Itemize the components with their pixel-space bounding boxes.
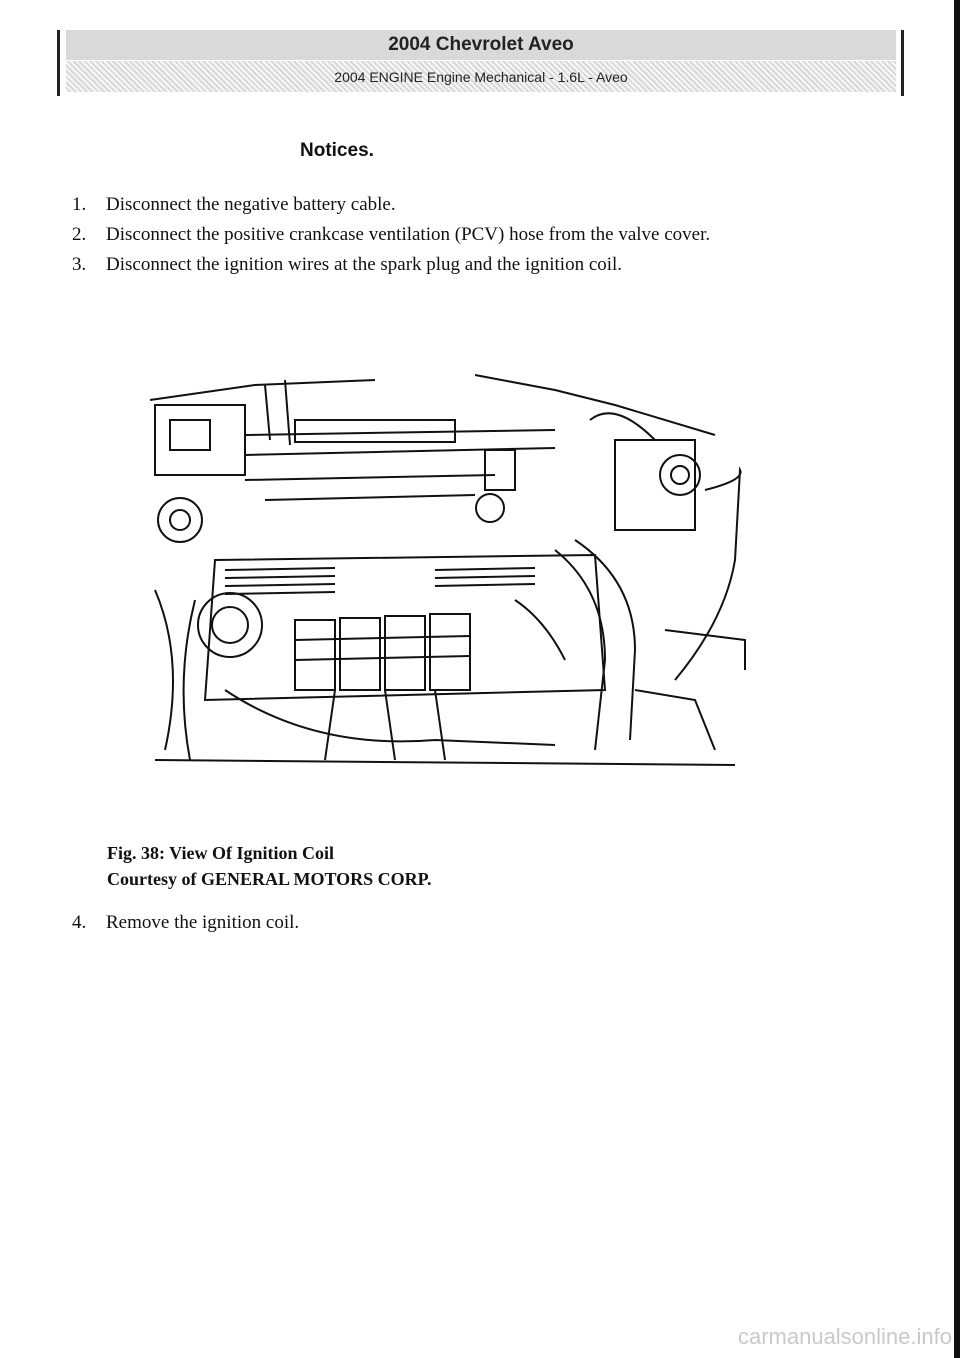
step-text: Remove the ignition coil. — [106, 912, 300, 933]
header-frame-right — [901, 30, 904, 96]
step-text: Disconnect the negative battery cable. — [106, 194, 396, 215]
header-subtitle: 2004 ENGINE Engine Mechanical - 1.6L - Aveo — [66, 61, 896, 92]
step-item — [72, 220, 872, 250]
page-header — [66, 30, 896, 92]
watermark: carmanualsonline.info — [737, 1324, 952, 1349]
step-item — [72, 190, 872, 220]
step-text: Disconnect the positive crankcase ventilation (PCV) hose from the valve cover. — [106, 224, 711, 245]
step-text: Disconnect the ignition wires at the spark plug and the ignition coil. — [106, 254, 623, 275]
caption-title: Fig. 38: View Of Ignition Coil — [107, 843, 335, 863]
page-edge — [954, 0, 960, 1358]
figure-caption — [107, 840, 432, 892]
step-item — [72, 250, 872, 280]
caption-credit: Courtesy of GENERAL MOTORS CORP. — [107, 869, 432, 889]
step-number: 3. — [72, 254, 87, 275]
ignition-coil-illustration — [135, 360, 755, 780]
step-number: 1. — [72, 194, 87, 215]
notice-label: Notices. — [300, 140, 374, 161]
header-title: 2004 Chevrolet Aveo — [66, 30, 896, 61]
header-frame-left — [57, 30, 60, 96]
procedure-steps — [72, 190, 872, 280]
step-item — [72, 908, 299, 938]
step-number: 4. — [72, 912, 87, 933]
step-number: 2. — [72, 224, 87, 245]
